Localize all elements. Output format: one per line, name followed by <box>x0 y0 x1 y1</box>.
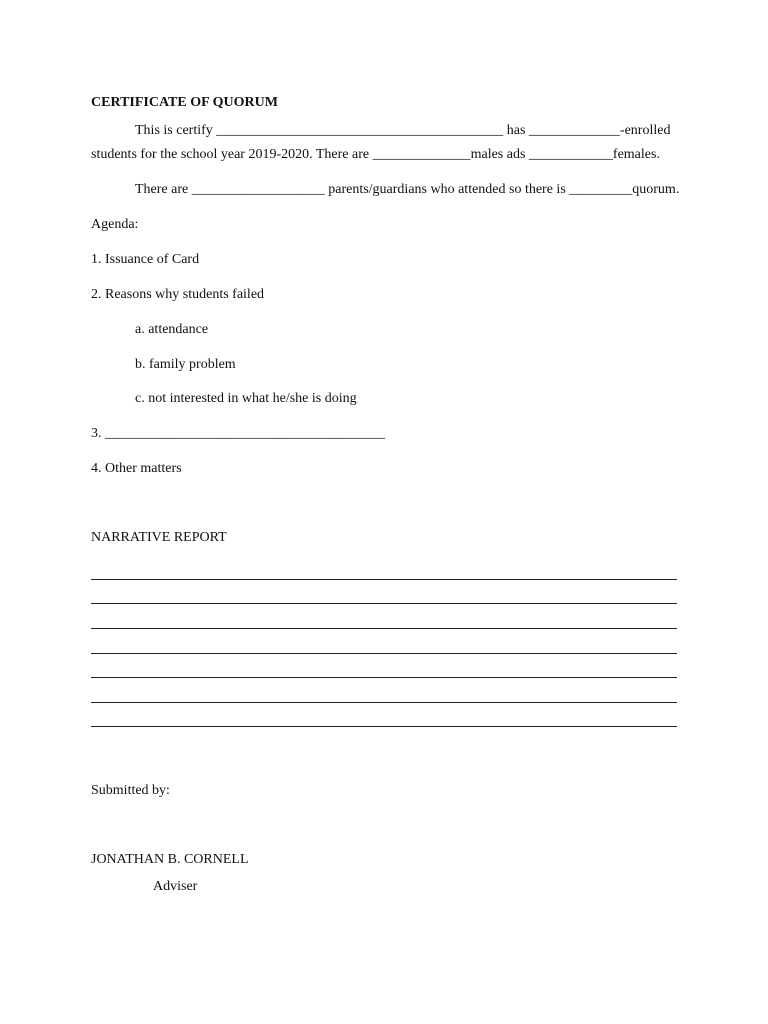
agenda-item-1: 1. Issuance of Card <box>91 252 200 267</box>
narrative-report-heading: NARRATIVE REPORT <box>91 530 227 545</box>
agenda-subitem-c: c. not interested in what he/she is doing <box>135 391 357 406</box>
certification-line-2: students for the school year 2019-2020. There are ______________males ads ____________females. <box>91 147 660 162</box>
certification-line-1: This is certify _________________________________________ has _____________-enrolled <box>135 123 671 138</box>
narrative-blank-line-6 <box>91 702 677 703</box>
narrative-blank-line-3 <box>91 628 677 629</box>
submitted-by-label: Submitted by: <box>91 783 170 798</box>
agenda-item-3: 3. ________________________________________ <box>91 426 385 441</box>
attendance-statement: There are ___________________ parents/guardians who attended so there is _________quorum. <box>135 182 680 197</box>
agenda-label: Agenda: <box>91 217 139 232</box>
signatory-role: Adviser <box>153 879 198 894</box>
signatory-name: JONATHAN B. CORNELL <box>91 852 249 867</box>
narrative-blank-line-2 <box>91 603 677 604</box>
narrative-blank-line-7 <box>91 726 677 727</box>
agenda-item-2: 2. Reasons why students failed <box>91 287 265 302</box>
agenda-subitem-b: b. family problem <box>135 357 236 372</box>
narrative-blank-line-4 <box>91 653 677 654</box>
agenda-item-4: 4. Other matters <box>91 461 182 476</box>
document-title: CERTIFICATE OF QUORUM <box>91 95 278 110</box>
agenda-subitem-a: a. attendance <box>135 322 209 337</box>
narrative-blank-line-5 <box>91 677 677 678</box>
narrative-blank-line-1 <box>91 579 677 580</box>
